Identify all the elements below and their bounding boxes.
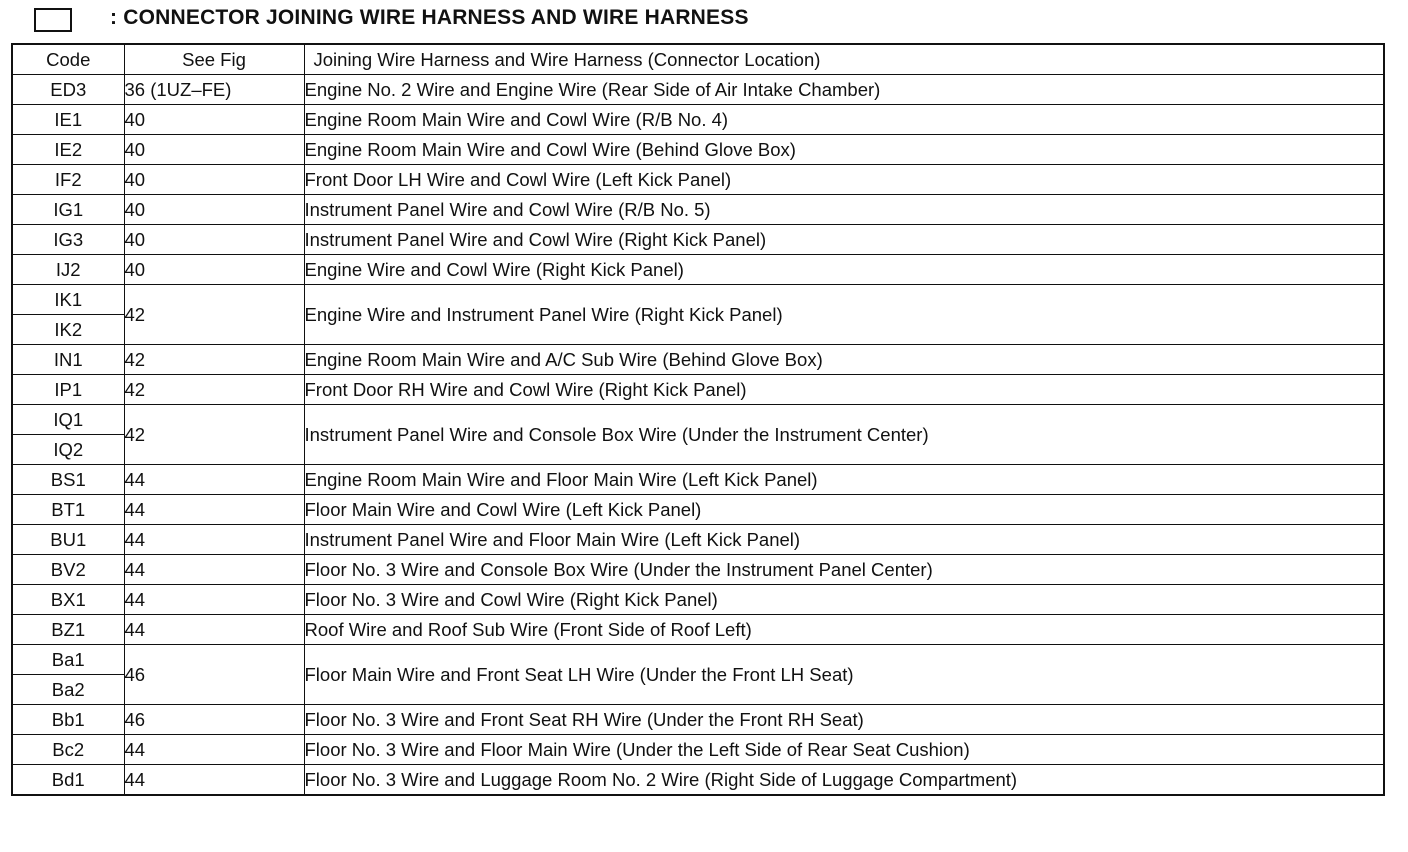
table-row	[12, 255, 1384, 285]
table-row	[12, 225, 1384, 255]
connector-location-cell: Instrument Panel Wire and Cowl Wire (R/B No. 5)	[304, 195, 1384, 225]
connector-table	[11, 43, 1385, 796]
table-row	[12, 345, 1384, 375]
connector-code-cell: BT1	[12, 495, 124, 525]
connector-location-cell: Engine Room Main Wire and A/C Sub Wire (Behind Glove Box)	[304, 345, 1384, 375]
connector-location-cell: Floor No. 3 Wire and Console Box Wire (Under the Instrument Panel Center)	[304, 555, 1384, 585]
see-fig-cell: 44	[124, 615, 304, 645]
connector-code-cell: IF2	[12, 165, 124, 195]
table-header-row	[12, 44, 1384, 75]
table-row	[12, 735, 1384, 765]
table-body	[12, 75, 1384, 796]
table-row	[12, 165, 1384, 195]
connector-location-cell: Engine Wire and Instrument Panel Wire (Right Kick Panel)	[304, 285, 1384, 345]
see-fig-cell: 46	[124, 645, 304, 705]
table-row	[12, 405, 1384, 435]
see-fig-cell: 40	[124, 105, 304, 135]
connector-code-cell: IE1	[12, 105, 124, 135]
connector-code-cell: IJ2	[12, 255, 124, 285]
connector-location-cell: Floor No. 3 Wire and Floor Main Wire (Under the Left Side of Rear Seat Cushion)	[304, 735, 1384, 765]
connector-location-cell: Engine Wire and Cowl Wire (Right Kick Panel)	[304, 255, 1384, 285]
table-row	[12, 615, 1384, 645]
connector-location-cell: Floor No. 3 Wire and Cowl Wire (Right Kick Panel)	[304, 585, 1384, 615]
column-header-code: Code	[12, 44, 124, 75]
table-row	[12, 285, 1384, 315]
connector-code-cell: Ba1	[12, 645, 124, 675]
see-fig-cell: 42	[124, 375, 304, 405]
connector-code-cell: IQ2	[12, 435, 124, 465]
see-fig-cell: 40	[124, 135, 304, 165]
see-fig-cell: 44	[124, 495, 304, 525]
see-fig-cell: 44	[124, 585, 304, 615]
connector-location-cell: Roof Wire and Roof Sub Wire (Front Side of Roof Left)	[304, 615, 1384, 645]
connector-code-cell: IQ1	[12, 405, 124, 435]
page-title: : CONNECTOR JOINING WIRE HARNESS AND WIRE HARNESS	[110, 6, 749, 29]
see-fig-cell: 44	[124, 525, 304, 555]
connector-location-cell: Floor No. 3 Wire and Front Seat RH Wire (Under the Front RH Seat)	[304, 705, 1384, 735]
connector-location-cell: Floor Main Wire and Front Seat LH Wire (Under the Front LH Seat)	[304, 645, 1384, 705]
connector-code-cell: IE2	[12, 135, 124, 165]
connector-location-cell: Engine Room Main Wire and Floor Main Wire (Left Kick Panel)	[304, 465, 1384, 495]
table-row	[12, 705, 1384, 735]
connector-code-cell: Ba2	[12, 675, 124, 705]
see-fig-cell: 44	[124, 735, 304, 765]
connector-location-cell: Instrument Panel Wire and Cowl Wire (Right Kick Panel)	[304, 225, 1384, 255]
column-header-see-fig: See Fig	[124, 44, 304, 75]
connector-location-cell: Floor Main Wire and Cowl Wire (Left Kick Panel)	[304, 495, 1384, 525]
see-fig-cell: 42	[124, 285, 304, 345]
connector-code-cell: BX1	[12, 585, 124, 615]
table-row	[12, 375, 1384, 405]
connector-code-cell: IK2	[12, 315, 124, 345]
connector-location-cell: Floor No. 3 Wire and Luggage Room No. 2 Wire (Right Side of Luggage Compartment)	[304, 765, 1384, 796]
connector-location-cell: Instrument Panel Wire and Console Box Wire (Under the Instrument Center)	[304, 405, 1384, 465]
connector-code-cell: BS1	[12, 465, 124, 495]
table-row	[12, 495, 1384, 525]
connector-location-cell: Engine No. 2 Wire and Engine Wire (Rear Side of Air Intake Chamber)	[304, 75, 1384, 105]
table-row	[12, 555, 1384, 585]
table-row	[12, 465, 1384, 495]
table-row	[12, 195, 1384, 225]
connector-location-cell: Engine Room Main Wire and Cowl Wire (R/B No. 4)	[304, 105, 1384, 135]
see-fig-cell: 40	[124, 195, 304, 225]
connector-location-cell: Engine Room Main Wire and Cowl Wire (Behind Glove Box)	[304, 135, 1384, 165]
table-row	[12, 525, 1384, 555]
see-fig-cell: 42	[124, 405, 304, 465]
connector-code-cell: Bd1	[12, 765, 124, 796]
connector-location-cell: Front Door LH Wire and Cowl Wire (Left Kick Panel)	[304, 165, 1384, 195]
connector-code-cell: IG1	[12, 195, 124, 225]
connector-code-cell: IK1	[12, 285, 124, 315]
column-header-description: Joining Wire Harness and Wire Harness (Connector Location)	[304, 44, 1384, 75]
connector-code-cell: Bb1	[12, 705, 124, 735]
see-fig-cell: 40	[124, 165, 304, 195]
table-row	[12, 105, 1384, 135]
connector-code-cell: BV2	[12, 555, 124, 585]
connector-code-cell: IG3	[12, 225, 124, 255]
connector-code-cell: Bc2	[12, 735, 124, 765]
connector-code-cell: IN1	[12, 345, 124, 375]
see-fig-cell: 40	[124, 255, 304, 285]
connector-location-cell: Instrument Panel Wire and Floor Main Wire (Left Kick Panel)	[304, 525, 1384, 555]
see-fig-cell: 36 (1UZ–FE)	[124, 75, 304, 105]
connector-legend-box	[34, 8, 72, 32]
see-fig-cell: 42	[124, 345, 304, 375]
connector-code-cell: ED3	[12, 75, 124, 105]
connector-code-cell: BU1	[12, 525, 124, 555]
see-fig-cell: 44	[124, 555, 304, 585]
connector-location-cell: Front Door RH Wire and Cowl Wire (Right Kick Panel)	[304, 375, 1384, 405]
see-fig-cell: 46	[124, 705, 304, 735]
table-row	[12, 765, 1384, 796]
see-fig-cell: 40	[124, 225, 304, 255]
table-row	[12, 645, 1384, 675]
table-row	[12, 585, 1384, 615]
connector-code-cell: BZ1	[12, 615, 124, 645]
see-fig-cell: 44	[124, 765, 304, 796]
connector-code-cell: IP1	[12, 375, 124, 405]
see-fig-cell: 44	[124, 465, 304, 495]
table-row	[12, 135, 1384, 165]
table-row	[12, 75, 1384, 105]
